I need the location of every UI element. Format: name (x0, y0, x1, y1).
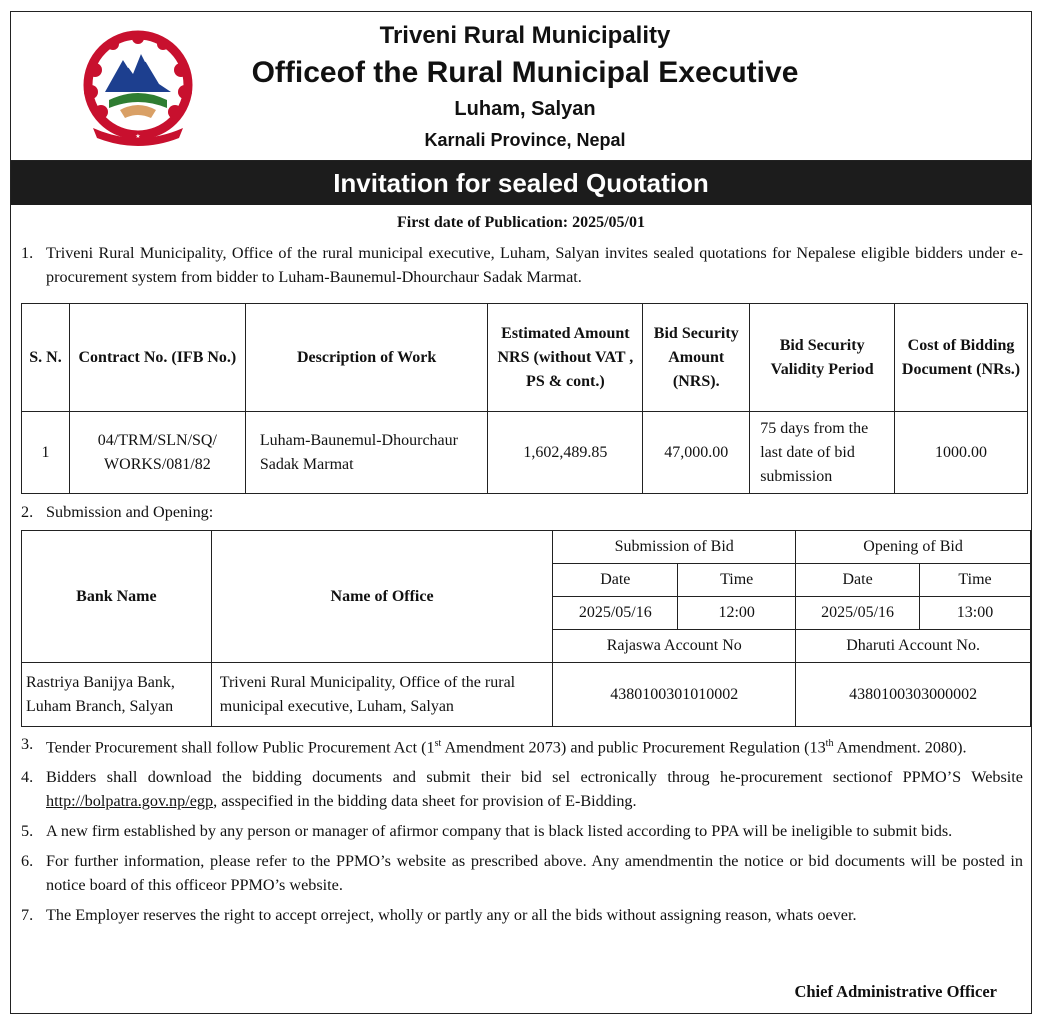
clause-3: 3. Tender Procurement shall follow Public Procurement Act (1st Amendment 2073) and public Procurement Regulation (13th Amendment. 2080). (11, 732, 1031, 759)
clause-number: 4. (21, 768, 34, 787)
table-row (22, 663, 1031, 727)
nepal-emblem-icon (75, 30, 201, 148)
clause-text: Triveni Rural Municipality, Office of the rural municipal executive, Luham, Salyan invites sealed quotations for Nepalese eligible bidders under e-procurement system from bidder to Luham-Baunemul-Dhourchaur Sadak Marmat. (46, 244, 1023, 286)
cell-sn: 1 (22, 412, 70, 494)
clause-1 (11, 241, 1031, 289)
cell-bank-name: Rastriya Banijya Bank, Luham Branch, Salyan (22, 663, 212, 727)
cell-document-cost: 1000.00 (895, 412, 1028, 494)
submission-date: 2025/05/16 (553, 597, 678, 630)
header-description: Description of Work (245, 304, 488, 412)
clause-number: 6. (21, 852, 34, 871)
office-location: Luham, Salyan (454, 98, 596, 120)
signature-title: Chief Administrative Officer (794, 982, 997, 1001)
cell-dharuti-no: 4380100303000002 (796, 663, 1031, 727)
office-name: Officeof the Rural Municipal Executive (251, 56, 799, 89)
cell-validity: 75 days from the last date of bid submission (750, 412, 895, 494)
header-opening: Opening of Bid (796, 531, 1031, 564)
clause-4: 4. Bidders shall download the bidding documents and submit their bid sel ectronically throug he-procurement sectionof PPMO’S Website http://bolpatra.gov.np/egp, asspecified in the bidding data sheet for provision of E-Bidding. (11, 765, 1031, 813)
header-open-time: Time (920, 564, 1031, 597)
office-province: Karnali Province, Nepal (424, 130, 626, 150)
clauses (11, 732, 1031, 927)
clause-number: 1. (21, 244, 34, 262)
clause-6 (11, 849, 1031, 897)
header-bid-security: Bid Security Amount (NRS). (643, 304, 750, 412)
clause-text: For further information, please refer to the PPMO’s website as prescribed above. Any amendmentin the notice or bid documents will be posted in notice board of this officeor PPMO’s website. (46, 852, 1023, 895)
opening-date: 2025/05/16 (796, 597, 920, 630)
bolpatra-link[interactable]: http://bolpatra.gov.np/egp (46, 792, 214, 811)
notice-title-banner: Invitation for sealed Quotation (11, 161, 1031, 205)
header-validity: Bid Security Validity Period (750, 304, 895, 412)
cell-bid-security: 47,000.00 (643, 412, 750, 494)
publication-date: First date of Publication: 2025/05/01 (397, 214, 645, 231)
header-bank-name: Bank Name (22, 531, 212, 663)
header-estimated-amount: Estimated Amount NRS (without VAT , PS & cont.) (488, 304, 643, 412)
header-document-cost: Cost of Bidding Document (NRs.) (895, 304, 1028, 412)
header-dharuti: Dharuti Account No. (796, 630, 1031, 663)
contract-table (21, 303, 1028, 494)
clause-number: 7. (21, 906, 34, 925)
cell-estimated-amount: 1,602,489.85 (488, 412, 643, 494)
svg-text:★: ★ (135, 133, 141, 140)
header-sn: S. N. (22, 304, 70, 412)
header-sub-date: Date (553, 564, 678, 597)
opening-time: 13:00 (920, 597, 1031, 630)
notice-page (10, 11, 1032, 1014)
clause-text: Submission and Opening: (46, 503, 214, 521)
header-contract-no: Contract No. (IFB No.) (69, 304, 245, 412)
header-submission: Submission of Bid (553, 531, 796, 564)
cell-description: Luham-Baunemul-Dhourchaur Sadak Marmat (245, 412, 488, 494)
clause-text: A new firm established by any person or manager of afirmor company that is black listed according to PPA will be ineligible to submit bids. (46, 822, 953, 841)
clause-2 (11, 500, 1031, 524)
municipality-name: Triveni Rural Municipality (379, 22, 671, 49)
clause-number: 5. (21, 822, 34, 841)
header-office-name: Name of Office (211, 531, 553, 663)
clause-5 (11, 819, 1031, 843)
cell-rajaswa-no: 4380100301010002 (553, 663, 796, 727)
table-row (22, 412, 1028, 494)
header-sub-time: Time (678, 564, 796, 597)
submission-table (21, 530, 1031, 727)
clause-number: 2. (21, 503, 34, 521)
clause-7 (11, 903, 1031, 927)
header (11, 12, 1031, 161)
cell-contract-no: 04/TRM/SLN/SQ/ WORKS/081/82 (69, 412, 245, 494)
header-open-date: Date (796, 564, 920, 597)
clause-number: 3. (21, 735, 34, 753)
submission-time: 12:00 (678, 597, 796, 630)
clause-text: The Employer reserves the right to accept orreject, wholly or partly any or all the bids without assigning reason, whats oever. (46, 906, 857, 925)
header-rajaswa: Rajaswa Account No (553, 630, 796, 663)
cell-office-name: Triveni Rural Municipality, Office of the rural municipal executive, Luham, Salyan (211, 663, 553, 727)
